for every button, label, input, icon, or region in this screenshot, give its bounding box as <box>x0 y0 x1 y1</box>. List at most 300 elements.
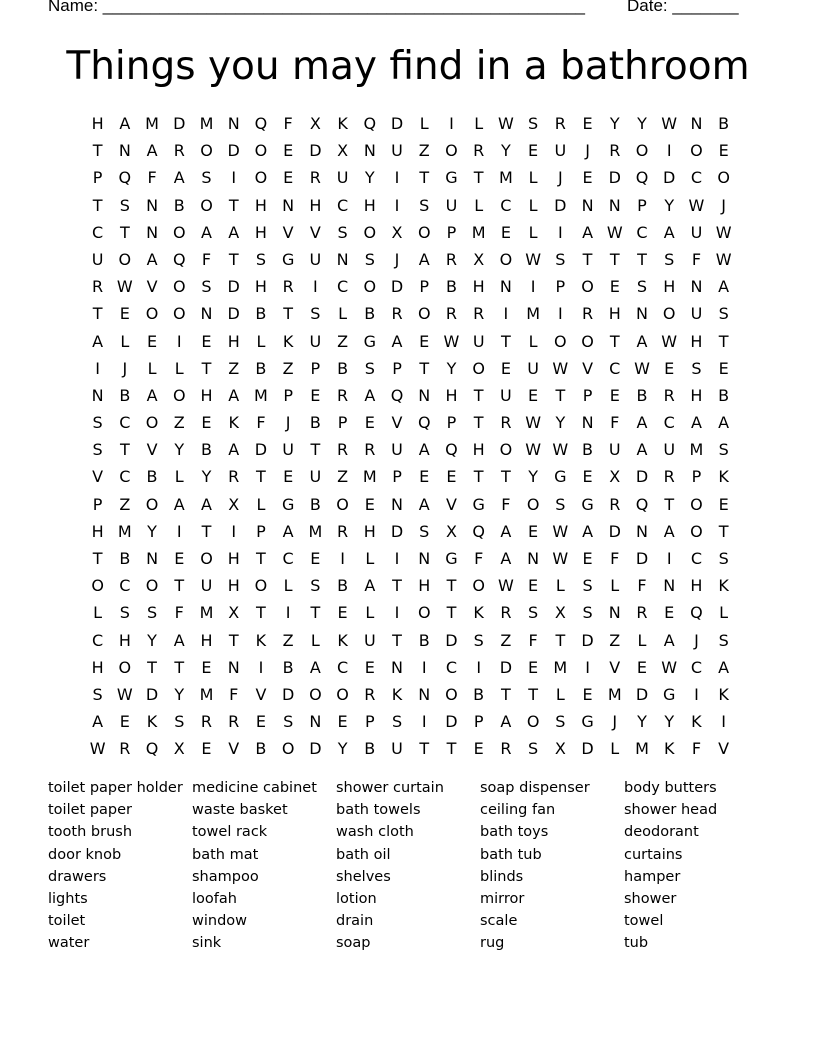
grid-letter: K <box>473 603 484 623</box>
grid-letter: S <box>255 249 266 269</box>
grid-letter: R <box>609 141 621 161</box>
grid-letter: R <box>173 141 185 161</box>
grid-letter: Q <box>145 739 159 759</box>
grid-row <box>84 572 737 599</box>
grid-letter: W <box>715 222 732 242</box>
grid-letter: N <box>91 385 104 405</box>
grid-letter: O <box>172 277 186 297</box>
grid-letter: A <box>146 141 158 161</box>
grid-letter: P <box>283 385 293 405</box>
word-item: lights <box>48 891 88 908</box>
date-field[interactable]: Date: _______ <box>627 0 739 15</box>
grid-letter: X <box>445 521 457 541</box>
grid-letter: R <box>663 467 675 487</box>
grid-letter: G <box>663 684 676 704</box>
grid-letter: R <box>500 603 512 623</box>
grid-letter: Y <box>637 712 647 732</box>
grid-letter: U <box>554 141 567 161</box>
grid-letter: C <box>336 657 349 677</box>
grid-letter: U <box>445 195 458 215</box>
grid-letter: F <box>256 413 266 433</box>
grid-letter: Z <box>282 630 294 650</box>
grid-letter: S <box>92 413 103 433</box>
grid-letter: I <box>394 195 400 215</box>
grid-letter: T <box>310 440 321 460</box>
grid-letter: D <box>390 114 404 133</box>
grid-letter: O <box>118 657 132 677</box>
grid-letter: E <box>500 358 511 378</box>
grid-letter: D <box>173 114 186 133</box>
grid-letter: Z <box>337 331 349 351</box>
grid-letter: P <box>446 413 457 433</box>
grid-letter: B <box>636 385 648 405</box>
grid-letter: S <box>391 712 403 732</box>
grid-letter: B <box>173 195 185 215</box>
grid-letter: Q <box>635 494 649 514</box>
grid-letter: Z <box>173 413 185 433</box>
word-column <box>336 777 480 955</box>
grid-letter: F <box>229 684 239 704</box>
grid-letter: E <box>528 141 539 161</box>
grid-letter: A <box>146 385 158 405</box>
grid-letter: K <box>337 630 348 650</box>
grid-letter: N <box>690 114 703 133</box>
grid-letter: V <box>609 657 621 677</box>
grid-letter: W <box>443 331 460 351</box>
grid-letter: B <box>364 304 376 324</box>
letter-grid <box>84 110 737 763</box>
grid-letter: W <box>634 358 650 378</box>
grid-letter: P <box>555 277 566 297</box>
word-item: deodorant <box>624 824 699 841</box>
grid-letter: K <box>718 576 729 596</box>
grid-letter: C <box>119 413 131 433</box>
grid-letter: N <box>200 304 213 324</box>
grid-letter: T <box>256 467 266 487</box>
grid-letter: L <box>93 603 103 623</box>
grid-letter: T <box>119 222 130 242</box>
grid-letter: M <box>117 521 132 541</box>
grid-letter: E <box>582 168 593 188</box>
grid-letter: O <box>200 549 213 568</box>
grid-letter: O <box>145 413 159 433</box>
word-item: loofah <box>192 891 237 908</box>
word-item: door knob <box>48 846 122 863</box>
grid-letter: V <box>309 222 321 242</box>
grid-letter: O <box>690 141 703 161</box>
grid-letter: S <box>528 114 539 133</box>
grid-letter: W <box>606 222 623 242</box>
grid-letter: H <box>445 385 458 405</box>
grid-letter: O <box>445 684 458 704</box>
grid-letter: D <box>663 168 676 188</box>
grid-letter: B <box>418 630 430 650</box>
word-item: shower <box>624 891 677 908</box>
grid-letter: T <box>609 249 620 269</box>
word-item: shower curtain <box>336 780 444 796</box>
grid-letter: O <box>336 684 349 704</box>
grid-letter: N <box>118 141 131 161</box>
grid-letter: O <box>309 684 322 704</box>
grid-letter: Y <box>528 467 538 487</box>
grid-letter: I <box>340 549 345 568</box>
grid-letter: X <box>609 467 621 487</box>
grid-letter: Y <box>664 712 675 732</box>
grid-letter: E <box>718 358 729 378</box>
grid-letter: D <box>635 467 649 487</box>
word-item: bath towels <box>336 802 421 819</box>
grid-letter: Y <box>501 141 511 161</box>
grid-letter: Z <box>337 467 349 487</box>
grid-letter: L <box>174 358 184 378</box>
grid-letter: E <box>146 331 158 351</box>
grid-letter: H <box>200 385 213 405</box>
grid-letter: I <box>231 168 237 188</box>
grid-letter: I <box>476 657 482 677</box>
grid-letter: C <box>636 222 648 242</box>
grid-letter: R <box>391 304 403 324</box>
grid-letter: D <box>281 684 295 704</box>
grid-letter: P <box>92 168 103 188</box>
grid-letter: C <box>690 549 702 568</box>
grid-letter: W <box>715 249 732 269</box>
grid-letter: O <box>254 168 268 188</box>
grid-letter: O <box>526 494 540 514</box>
grid-letter: Z <box>282 358 294 378</box>
grid-letter: A <box>418 440 430 460</box>
grid-letter: I <box>176 521 182 541</box>
grid-letter: X <box>554 603 566 623</box>
grid-letter: N <box>527 549 540 568</box>
grid-letter: Y <box>337 739 348 759</box>
grid-letter: N <box>336 249 349 269</box>
grid-letter: B <box>582 440 594 460</box>
grid-letter: L <box>283 576 293 596</box>
grid-letter: T <box>446 576 457 596</box>
grid-letter: C <box>609 358 621 378</box>
grid-letter: I <box>557 222 563 242</box>
grid-letter: F <box>691 249 702 269</box>
grid-letter: M <box>553 657 568 677</box>
grid-letter: F <box>528 630 538 650</box>
word-item: towel rack <box>192 824 268 841</box>
grid-letter: N <box>581 413 594 433</box>
grid-letter: U <box>91 249 104 269</box>
grid-letter: O <box>363 222 377 242</box>
grid-letter: T <box>147 657 157 677</box>
grid-letter: D <box>227 304 240 324</box>
grid-letter: M <box>471 222 486 242</box>
grid-letter: N <box>581 195 594 215</box>
grid-letter: R <box>473 304 485 324</box>
grid-letter: R <box>228 712 240 732</box>
grid-letter: F <box>201 249 212 269</box>
grid-row <box>84 382 737 409</box>
grid-letter: T <box>419 358 430 378</box>
grid-letter: E <box>337 603 348 623</box>
grid-letter: V <box>282 222 294 242</box>
grid-letter: S <box>364 249 375 269</box>
grid-letter: E <box>310 385 321 405</box>
grid-letter: L <box>310 630 320 650</box>
word-item: soap <box>336 935 371 952</box>
grid-letter: X <box>228 603 240 623</box>
grid-letter: Q <box>472 521 485 541</box>
word-item: bath toys <box>480 824 549 841</box>
grid-letter: I <box>666 549 672 568</box>
grid-letter: O <box>281 739 295 759</box>
word-column <box>192 777 336 955</box>
grid-letter: T <box>555 385 566 405</box>
grid-letter: I <box>530 277 536 297</box>
grid-letter: A <box>119 114 131 133</box>
grid-letter: O <box>472 358 485 378</box>
grid-letter: E <box>310 549 321 568</box>
word-item: shampoo <box>192 868 259 885</box>
grid-letter: Q <box>390 385 404 405</box>
grid-letter: H <box>254 277 267 297</box>
grid-letter: T <box>446 603 457 623</box>
grid-letter: A <box>418 249 430 269</box>
grid-letter: T <box>174 657 185 677</box>
grid-letter: G <box>445 168 458 188</box>
grid-letter: L <box>256 494 266 514</box>
grid-letter: L <box>528 195 538 215</box>
grid-letter: A <box>228 222 240 242</box>
grid-letter: R <box>309 168 321 188</box>
grid-letter: R <box>364 684 376 704</box>
grid-letter: T <box>92 195 103 215</box>
grid-letter: J <box>585 141 590 161</box>
grid-letter: E <box>364 494 375 514</box>
grid-letter: I <box>176 331 182 351</box>
word-item: lotion <box>336 891 377 908</box>
grid-letter: A <box>173 168 185 188</box>
grid-letter: T <box>473 413 484 433</box>
grid-letter: I <box>421 712 427 732</box>
grid-letter: N <box>146 549 159 568</box>
grid-letter: N <box>146 222 159 242</box>
grid-letter: H <box>200 630 213 650</box>
grid-letter: A <box>718 657 730 677</box>
grid-letter: Z <box>119 494 131 514</box>
grid-letter: A <box>146 249 158 269</box>
grid-letter: L <box>610 739 620 759</box>
grid-letter: D <box>445 712 458 732</box>
grid-letter: O <box>254 576 268 596</box>
grid-letter: B <box>255 358 267 378</box>
grid-letter: E <box>364 413 375 433</box>
grid-row <box>84 681 737 708</box>
grid-letter: R <box>554 114 566 133</box>
grid-letter: C <box>119 467 131 487</box>
grid-letter: C <box>336 195 349 215</box>
grid-letter: W <box>497 576 514 596</box>
grid-letter: E <box>528 385 539 405</box>
grid-letter: N <box>636 521 648 541</box>
grid-letter: G <box>581 494 594 514</box>
grid-letter: B <box>119 549 131 568</box>
grid-letter: V <box>582 358 594 378</box>
grid-letter: L <box>719 603 729 623</box>
grid-letter: V <box>146 277 158 297</box>
grid-letter: R <box>609 494 621 514</box>
grid-letter: O <box>417 603 431 623</box>
name-field[interactable]: Name: ___________________________________________________ <box>48 0 585 15</box>
grid-letter: S <box>119 195 130 215</box>
grid-letter: U <box>309 331 322 351</box>
word-column <box>624 777 768 955</box>
grid-letter: D <box>145 684 159 704</box>
grid-letter: A <box>92 712 104 732</box>
grid-letter: L <box>419 114 429 133</box>
grid-letter: D <box>581 739 594 759</box>
grid-letter: S <box>364 358 375 378</box>
grid-letter: I <box>721 712 726 732</box>
grid-letter: N <box>146 195 159 215</box>
grid-letter: R <box>500 413 512 433</box>
grid-letter: S <box>419 521 430 541</box>
grid-letter: A <box>92 331 104 351</box>
grid-letter: L <box>147 358 157 378</box>
grid-letter: C <box>663 413 675 433</box>
grid-letter: E <box>364 657 375 677</box>
grid-letter: M <box>498 168 513 188</box>
grid-letter: H <box>227 331 240 351</box>
grid-letter: R <box>119 739 131 759</box>
word-item: scale <box>480 913 518 930</box>
grid-row <box>84 328 737 355</box>
grid-letter: W <box>116 277 133 297</box>
grid-letter: N <box>663 576 676 596</box>
grid-letter: N <box>690 277 703 297</box>
grid-letter: D <box>254 440 268 460</box>
grid-letter: A <box>663 222 675 242</box>
grid-letter: N <box>418 549 431 568</box>
grid-letter: W <box>89 739 106 759</box>
grid-letter: S <box>528 603 539 623</box>
grid-row <box>84 246 737 273</box>
grid-letter: A <box>201 494 212 514</box>
grid-letter: H <box>254 222 267 242</box>
grid-letter: O <box>172 304 186 324</box>
word-item: blinds <box>480 868 524 885</box>
grid-letter: S <box>283 712 294 732</box>
grid-letter: W <box>552 358 569 378</box>
grid-letter: C <box>92 630 104 650</box>
grid-letter: K <box>718 684 729 704</box>
grid-row <box>84 545 737 572</box>
grid-letter: T <box>718 331 729 351</box>
grid-letter: M <box>199 603 214 623</box>
grid-letter: P <box>337 413 348 433</box>
grid-letter: P <box>392 467 402 487</box>
grid-letter: U <box>608 440 621 460</box>
grid-letter: S <box>718 304 729 324</box>
grid-letter: T <box>174 576 185 596</box>
grid-letter: O <box>417 304 431 324</box>
word-list <box>48 777 768 955</box>
grid-letter: U <box>391 141 403 161</box>
grid-letter: T <box>310 603 321 623</box>
grid-letter: W <box>525 413 542 433</box>
grid-row <box>84 355 737 382</box>
grid-letter: D <box>390 521 404 541</box>
grid-letter: B <box>255 739 267 759</box>
word-item: shelves <box>336 868 391 885</box>
grid-letter: B <box>309 413 321 433</box>
grid-letter: V <box>228 739 240 759</box>
grid-letter: L <box>528 168 538 188</box>
page-title: Things you may find in a bathroom <box>66 44 750 89</box>
grid-letter: H <box>118 630 131 650</box>
grid-letter: S <box>582 576 593 596</box>
grid-letter: L <box>528 331 538 351</box>
grid-letter: Y <box>147 521 157 541</box>
grid-letter: N <box>418 684 431 704</box>
grid-letter: E <box>718 494 729 514</box>
grid-row <box>84 137 737 164</box>
grid-letter: S <box>636 277 648 297</box>
grid-letter: C <box>336 277 349 297</box>
grid-letter: Q <box>172 249 186 269</box>
grid-letter: E <box>419 467 430 487</box>
grid-letter: N <box>391 494 403 514</box>
grid-letter: Y <box>555 413 566 433</box>
grid-letter: B <box>445 277 457 297</box>
grid-letter: L <box>555 576 565 596</box>
grid-letter: O <box>472 576 485 596</box>
grid-letter: A <box>228 440 240 460</box>
grid-letter: M <box>308 521 323 541</box>
grid-letter: T <box>201 358 212 378</box>
grid-letter: N <box>363 141 376 161</box>
grid-letter: A <box>309 657 321 677</box>
word-item: bath oil <box>336 846 391 863</box>
grid-letter: R <box>663 385 675 405</box>
grid-letter: A <box>636 440 648 460</box>
grid-letter: S <box>201 168 212 188</box>
grid-letter: U <box>391 440 403 460</box>
grid-letter: O <box>717 168 730 188</box>
grid-letter: T <box>664 494 675 514</box>
grid-letter: O <box>581 277 594 297</box>
grid-letter: L <box>365 603 375 623</box>
grid-letter: X <box>473 249 485 269</box>
grid-letter: S <box>664 249 675 269</box>
grid-letter: H <box>227 549 240 568</box>
grid-letter: D <box>554 195 567 215</box>
grid-letter: V <box>92 467 104 487</box>
grid-letter: B <box>119 385 131 405</box>
grid-letter: M <box>607 684 622 704</box>
grid-letter: E <box>283 141 294 161</box>
grid-letter: S <box>201 277 212 297</box>
word-item: curtains <box>624 846 683 863</box>
grid-letter: I <box>694 684 699 704</box>
grid-letter: T <box>501 331 511 351</box>
grid-letter: O <box>662 304 676 324</box>
grid-letter: T <box>92 549 103 568</box>
grid-letter: H <box>472 440 485 460</box>
grid-letter: G <box>445 549 458 568</box>
grid-letter: A <box>364 385 376 405</box>
grid-letter: E <box>718 141 729 161</box>
grid-letter: P <box>392 358 402 378</box>
grid-letter: L <box>528 222 538 242</box>
grid-row <box>84 735 737 762</box>
grid-letter: Z <box>500 630 512 650</box>
